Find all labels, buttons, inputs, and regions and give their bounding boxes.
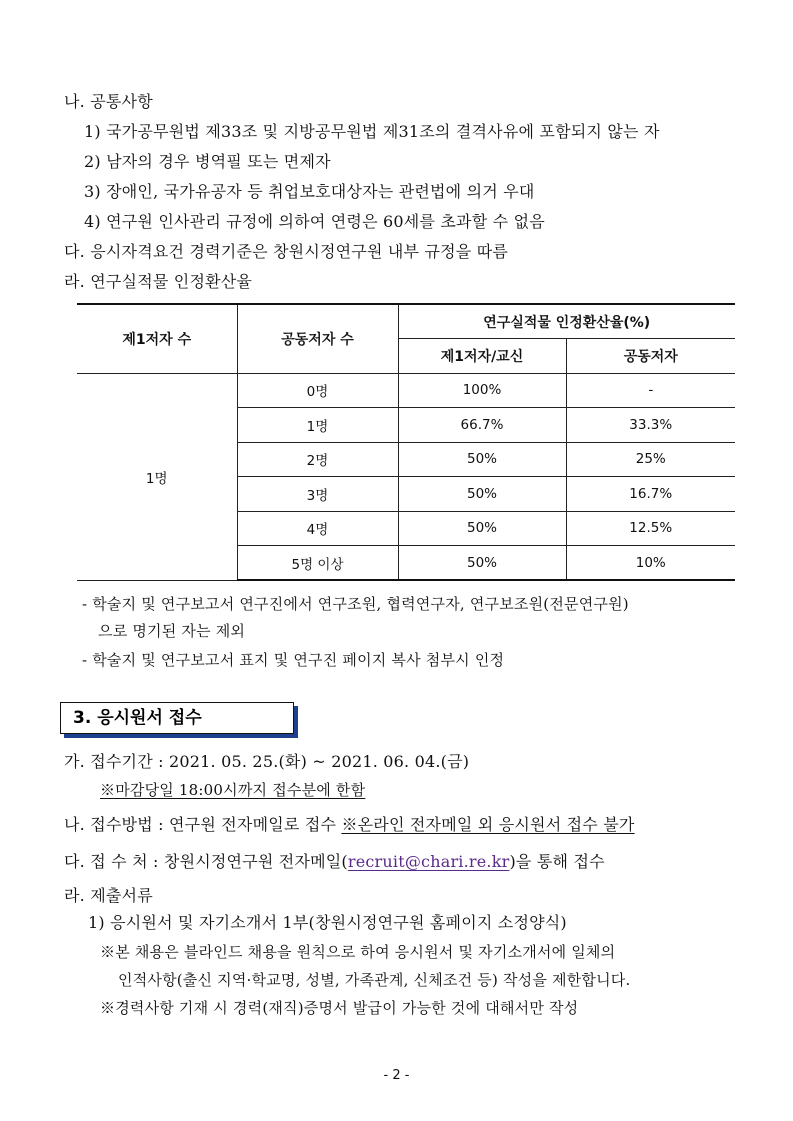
section-3-title-box — [60, 702, 294, 734]
recruit-email-link[interactable]: recruit@chari.re.kr — [347, 852, 510, 871]
first-author-rate: 100% — [398, 373, 566, 408]
documents-item-1: 1) 응시원서 및 자기소개서 1부(창원시정연구원 홈페이지 소정양식) — [88, 913, 567, 932]
application-method-label: 나. 접수방법 : 연구원 전자메일로 접수 — [64, 815, 342, 834]
blind-hiring-note: ※본 채용은 블라인드 채용을 원칙으로 하여 응시원서 및 자기소개서에 일체의 — [100, 943, 616, 961]
header-first-authors: 제1저자 수 — [77, 304, 237, 373]
note-recognition: - 학술지 및 연구보고서 표지 및 연구진 페이지 복사 첨부시 인정 — [82, 651, 505, 669]
note-exclusion: - 학술지 및 연구보고서 연구진에서 연구조원, 협력연구자, 연구보조원(전문연구원) — [82, 595, 629, 613]
co-author-rate: 16.7% — [566, 477, 735, 512]
section-3-title: 3. 응시원서 접수 — [73, 708, 202, 728]
co-author-rate: 10% — [566, 546, 735, 581]
first-author-rate: 66.7% — [398, 408, 566, 443]
co-author-count: 1명 — [237, 408, 398, 443]
header-rate-group: 연구실적물 인정환산율(%) — [398, 304, 735, 339]
application-deadline-note: ※마감당일 18:00시까지 접수분에 한함 — [100, 781, 366, 799]
application-method — [64, 815, 635, 835]
first-author-rate: 50% — [398, 477, 566, 512]
first-author-rate: 50% — [398, 511, 566, 546]
co-author-count: 0명 — [237, 373, 398, 408]
note-exclusion-cont: 으로 명기된 자는 제외 — [98, 622, 246, 640]
blind-hiring-note-cont: 인적사항(출신 지역·학교명, 성별, 가족관계, 신체조건 등) 작성을 제한합니다. — [118, 971, 631, 989]
application-method-note: ※온라인 전자메일 외 응시원서 접수 불가 — [341, 815, 635, 834]
common-item-3: 3) 장애인, 국가유공자 등 취업보호대상자는 관련법에 의거 우대 — [84, 182, 535, 201]
co-author-count: 4명 — [237, 511, 398, 546]
co-author-count: 5명 이상 — [237, 546, 398, 581]
co-author-rate: - — [566, 373, 735, 408]
documents-heading: 라. 제출서류 — [64, 886, 153, 905]
application-period: 가. 접수기간 : 2021. 05. 25.(화) ~ 2021. 06. 04.(금) — [64, 752, 470, 771]
first-author-count: 1명 — [77, 373, 237, 580]
item-ra-rate-heading: 라. 연구실적물 인정환산율 — [64, 272, 253, 291]
page-number: - 2 - — [383, 1068, 410, 1083]
application-destination — [64, 852, 605, 872]
item-da-career: 다. 응시자격요건 경력기준은 창원시정연구원 내부 규정을 따름 — [64, 242, 509, 261]
common-item-4: 4) 연구원 인사관리 규정에 의하여 연령은 60세를 초과할 수 없음 — [84, 212, 545, 231]
co-author-rate: 12.5% — [566, 511, 735, 546]
co-author-count: 3명 — [237, 477, 398, 512]
destination-label: 다. 접 수 처 : 창원시정연구원 전자메일( — [64, 852, 348, 871]
recognition-rate-table — [77, 303, 735, 581]
co-author-rate: 33.3% — [566, 408, 735, 443]
first-author-rate: 50% — [398, 442, 566, 477]
header-first-corresponding: 제1저자/교신 — [398, 339, 566, 374]
common-heading: 나. 공통사항 — [64, 92, 153, 111]
co-author-count: 2명 — [237, 442, 398, 477]
table-row — [77, 373, 735, 408]
first-author-rate: 50% — [398, 546, 566, 581]
destination-suffix: )을 통해 접수 — [509, 852, 605, 871]
header-co-author-rate: 공동저자 — [566, 339, 735, 374]
co-author-rate: 25% — [566, 442, 735, 477]
common-item-2: 2) 남자의 경우 병역필 또는 면제자 — [84, 152, 331, 171]
career-certificate-note: ※경력사항 기재 시 경력(재직)증명서 발급이 가능한 것에 대해서만 작성 — [100, 999, 579, 1017]
common-item-1: 1) 국가공무원법 제33조 및 지방공무원법 제31조의 결격사유에 포함되지 않는 자 — [84, 122, 660, 141]
header-co-authors: 공동저자 수 — [237, 304, 398, 373]
